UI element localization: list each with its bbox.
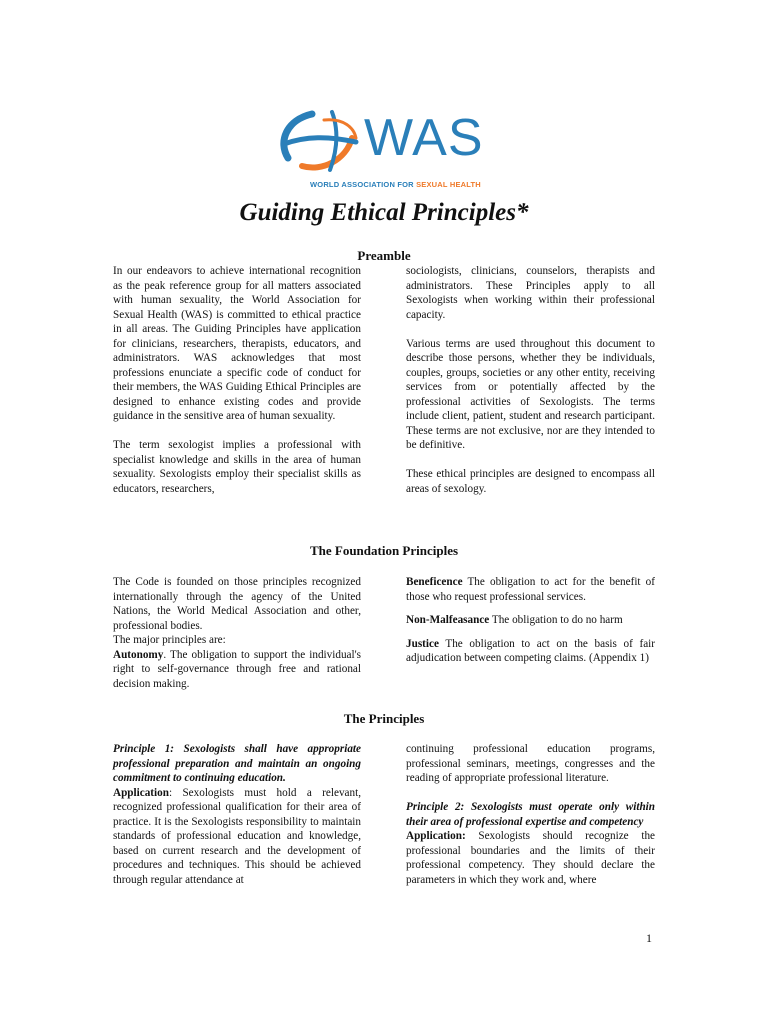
foundation-major-label: The major principles are: (113, 634, 226, 646)
justice-term: Justice (406, 637, 439, 650)
preamble-paragraph: sociologists, clinicians, counselors, therapists and administrators. These Principles apply to all Sexologists when working within their professional capacity. (406, 265, 655, 321)
preamble-paragraph: The term sexologist implies a professional with specialist knowledge and skills in the area of human sexuality. Sexologists employ their specialist skills as educators, researchers, (113, 439, 361, 495)
logo-tagline: WORLD ASSOCIATION FOR SEXUAL HEALTH (310, 180, 481, 189)
foundation-right-column (406, 575, 655, 666)
principles-left-column (113, 742, 361, 887)
preamble-paragraph: These ethical principles are designed to encompass all areas of sexology. (406, 468, 655, 495)
principle-1-application: Application: Sexologists must hold a relevant, recognized professional qualification for their area of practice. It is the Sexologists responsibility to maintain standards of professional education and knowledge, based on current research and the development of procedures and techniques. This should be achieved through regular attendance at (113, 786, 361, 886)
principle-non-malfeasance: Non-Malfeasance The obligation to do no harm (406, 614, 623, 626)
preamble-right-column (406, 264, 655, 496)
foundation-intro: The Code is founded on those principles recognized internationally through the agency of the United Nations, the World Medical Association and other, professional bodies. (113, 576, 361, 632)
document-title: Guiding Ethical Principles* (239, 199, 529, 226)
principle-beneficence: Beneficence The obligation to act for the benefit of those who request professional services. (406, 576, 655, 603)
principle-justice: Justice The obligation to act on the basis of fair adjudication between competing claims. (Appendix 1) (406, 637, 655, 664)
autonomy-term: Autonomy (113, 648, 164, 661)
beneficence-term: Beneficence (406, 576, 463, 588)
non-malfeasance-term: Non-Malfeasance (406, 614, 490, 626)
principle-2-application: Application: Sexologists should recognize the professional boundaries and the limits of their professional competency. They should declare the parameters in which they work and, where (406, 830, 655, 886)
preamble-paragraph: In our endeavors to achieve international recognition as the peak reference group for all matters associated with human sexuality, the World Association for Sexual Health (WAS) is committed to ethical practice in all areas. The Guiding Principles have application for clinicians, researchers, therapists, educators, and administrators. WAS acknowledges that most professions enunciate a specific code of conduct for their members, the WAS Guiding Ethical Principles are designed to enhance existing codes and provide guidance in the sensitive area of human sexuality. (113, 265, 361, 422)
was-logo (272, 108, 494, 192)
principles-heading: The Principles (343, 711, 425, 726)
page-number: 1 (646, 931, 652, 945)
was-swirl-icon (272, 108, 362, 178)
principle-1-title: Principle 1: Sexologists shall have appropriate professional preparation and maintain an ongoing commitment to continuing education. (113, 743, 361, 784)
principles-right-column (406, 742, 655, 887)
principle-autonomy: Autonomy. The obligation to support the individual's right to self-governance through free and rational decision making. (113, 648, 361, 690)
preamble-paragraph: Various terms are used throughout this document to describe those persons, whether they be individuals, couples, groups, societies or any other entity, receiving services from or potentially affected by the professional activities of Sexologists. The terms include client, patient, student and research participant. These terms are not exclusive, nor are they intended to be definitive. (406, 337, 655, 451)
foundation-heading: The Foundation Principles (309, 543, 459, 558)
logo-wordmark: WAS (364, 109, 484, 167)
preamble-heading: Preamble (357, 248, 411, 263)
principle-2-title: Principle 2: Sexologists must operate only within their area of professional expertise and competency (406, 801, 655, 828)
preamble-left-column (113, 264, 361, 496)
application-label: Application: (406, 830, 466, 842)
principle-1-continued: continuing professional education programs, professional seminars, meetings, congresses and the reading of appropriate professional literature. (406, 743, 655, 784)
application-label: Application (113, 786, 169, 799)
foundation-left-column (113, 575, 361, 691)
